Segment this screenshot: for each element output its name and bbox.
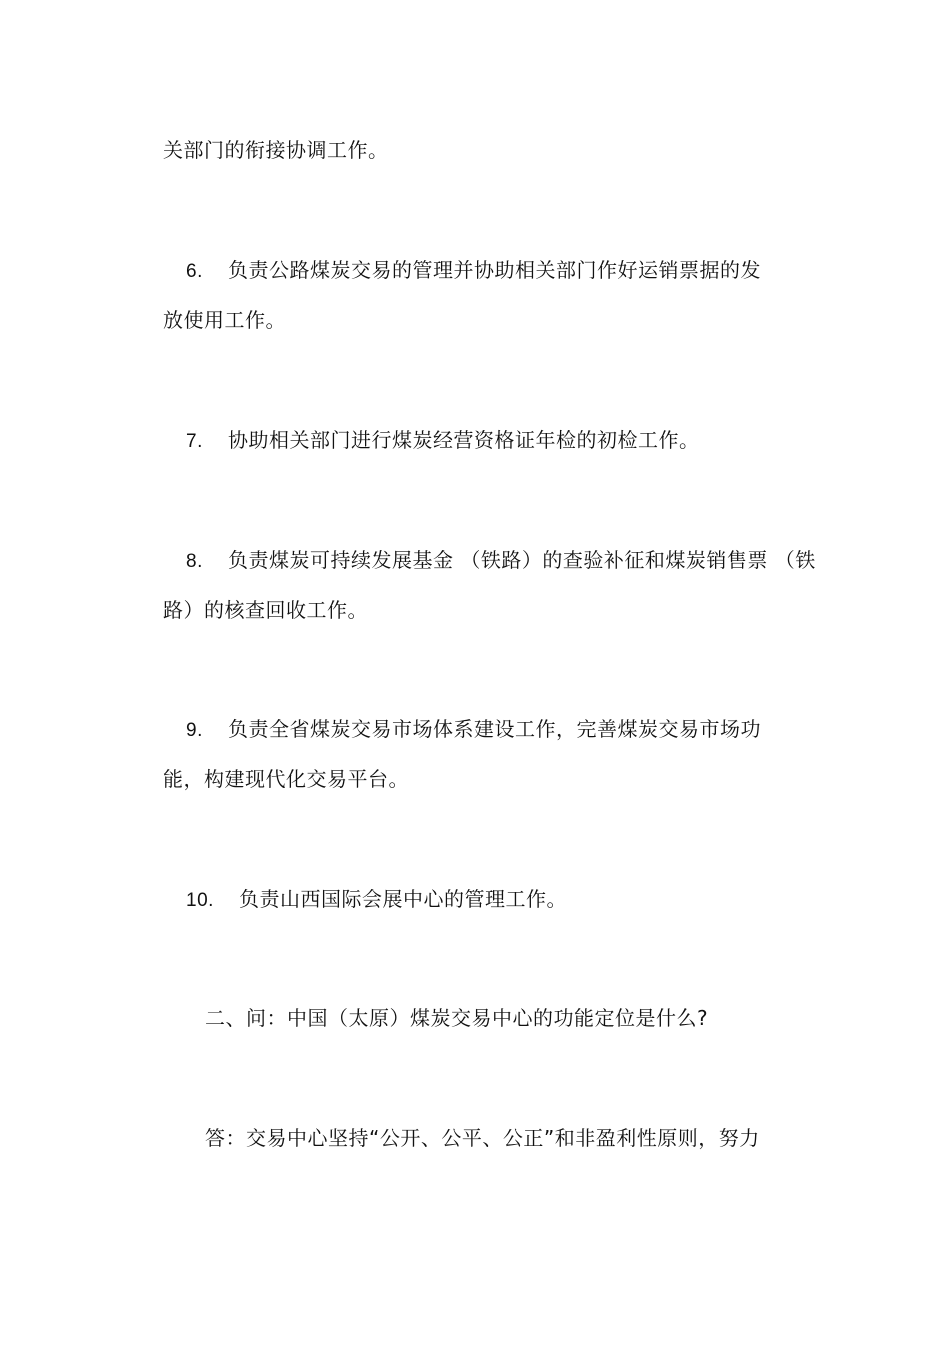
text-line-1 bbox=[163, 137, 389, 163]
item-8-line-2 bbox=[163, 597, 368, 623]
text-content: 关部门的衔接协调工作。 bbox=[163, 138, 389, 162]
text-content: 答：交易中心坚持“公开、公平、公正”和非盈利性原则，努力 bbox=[205, 1126, 760, 1150]
item-6-line-2 bbox=[163, 307, 286, 333]
item-10-line-1 bbox=[186, 886, 567, 914]
item-number: 10. bbox=[186, 890, 214, 911]
text-content: 放使用工作。 bbox=[163, 308, 286, 332]
item-9-line-2 bbox=[163, 766, 409, 792]
item-text: 负责山西国际会展中心的管理工作。 bbox=[239, 887, 567, 911]
answer-line-1 bbox=[205, 1125, 760, 1151]
item-8-line-1 bbox=[186, 547, 816, 575]
item-number: 6. bbox=[186, 261, 203, 282]
item-number: 7. bbox=[186, 431, 203, 452]
question-heading bbox=[205, 1005, 708, 1031]
item-text: 负责公路煤炭交易的管理并协助相关部门作好运销票据的发 bbox=[228, 258, 761, 282]
text-content: 路）的核查回收工作。 bbox=[163, 598, 368, 622]
item-number: 9. bbox=[186, 720, 203, 741]
item-6-line-1 bbox=[186, 257, 761, 285]
item-text: 负责煤炭可持续发展基金 （铁路）的查验补征和煤炭销售票 （铁 bbox=[228, 548, 816, 572]
item-number: 8. bbox=[186, 551, 203, 572]
text-content: 能，构建现代化交易平台。 bbox=[163, 767, 409, 791]
item-7-line-1 bbox=[186, 427, 700, 455]
item-9-line-1 bbox=[186, 716, 761, 744]
item-text: 负责全省煤炭交易市场体系建设工作，完善煤炭交易市场功 bbox=[228, 717, 761, 741]
text-content: 二、问：中国（太原）煤炭交易中心的功能定位是什么? bbox=[205, 1006, 709, 1030]
item-text: 协助相关部门进行煤炭经营资格证年检的初检工作。 bbox=[228, 428, 700, 452]
